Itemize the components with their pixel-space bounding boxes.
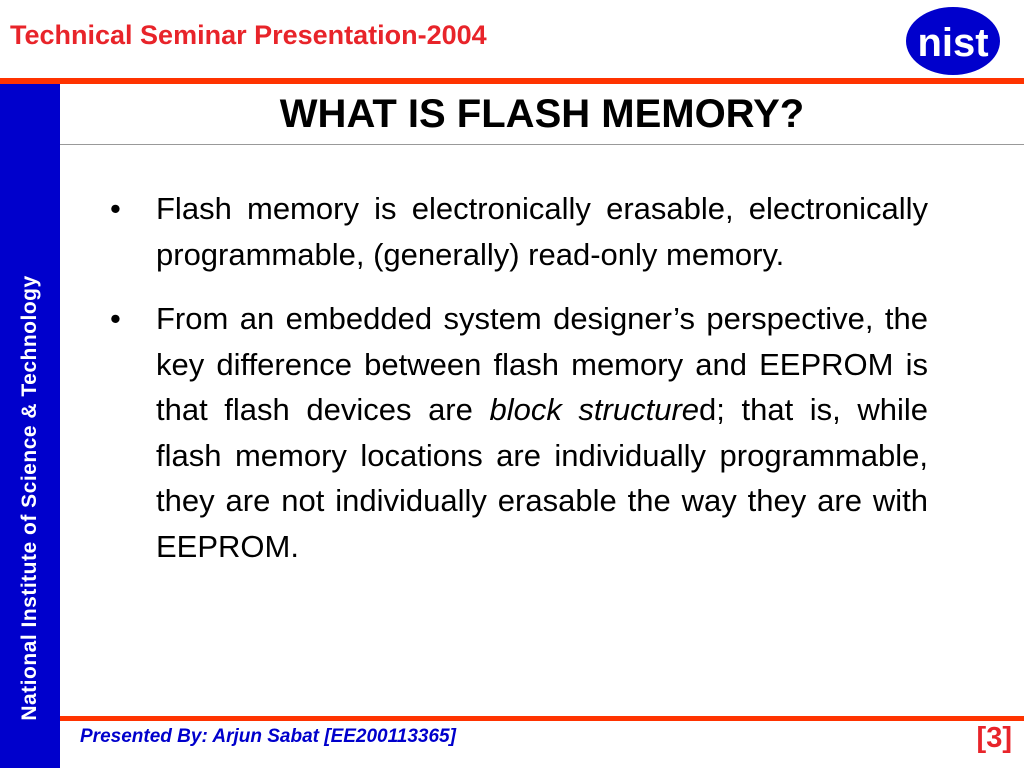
title-divider <box>60 144 1024 145</box>
bullet-marker: • <box>110 191 121 226</box>
institute-name: National Institute of Science & Technology <box>18 275 41 721</box>
bullet-marker: • <box>110 301 121 336</box>
bullet-text-end: d; that is, while flash memory locations are individually programmable, they are not individually erasable the way they are with EEPROM. <box>156 392 929 564</box>
emphasis-block-structure: block structure <box>489 392 700 427</box>
institute-sidebar <box>0 84 60 768</box>
slide-title: WHAT IS FLASH MEMORY? <box>279 92 805 136</box>
header-divider <box>0 78 1024 84</box>
bullet-item <box>108 296 928 569</box>
presenter-credit: Presented By: Arjun Sabat [EE200113365] <box>80 726 456 747</box>
footer-divider <box>60 716 1024 721</box>
bullet-item <box>108 186 928 277</box>
bullet-list <box>108 186 928 588</box>
nist-logo <box>905 6 1001 76</box>
presentation-header-title: Technical Seminar Presentation-2004 <box>10 20 487 50</box>
bullet-text-start: From an embedded system designer’s perspective, the key difference between flash memory and EEPROM is that flash devices are <box>156 301 928 427</box>
page-number: [3] <box>976 722 1012 754</box>
bullet-text: Flash memory is electronically erasable, electronically programmable, (generally) read-only memory. <box>156 191 928 272</box>
nist-logo-text: nist <box>917 21 989 65</box>
